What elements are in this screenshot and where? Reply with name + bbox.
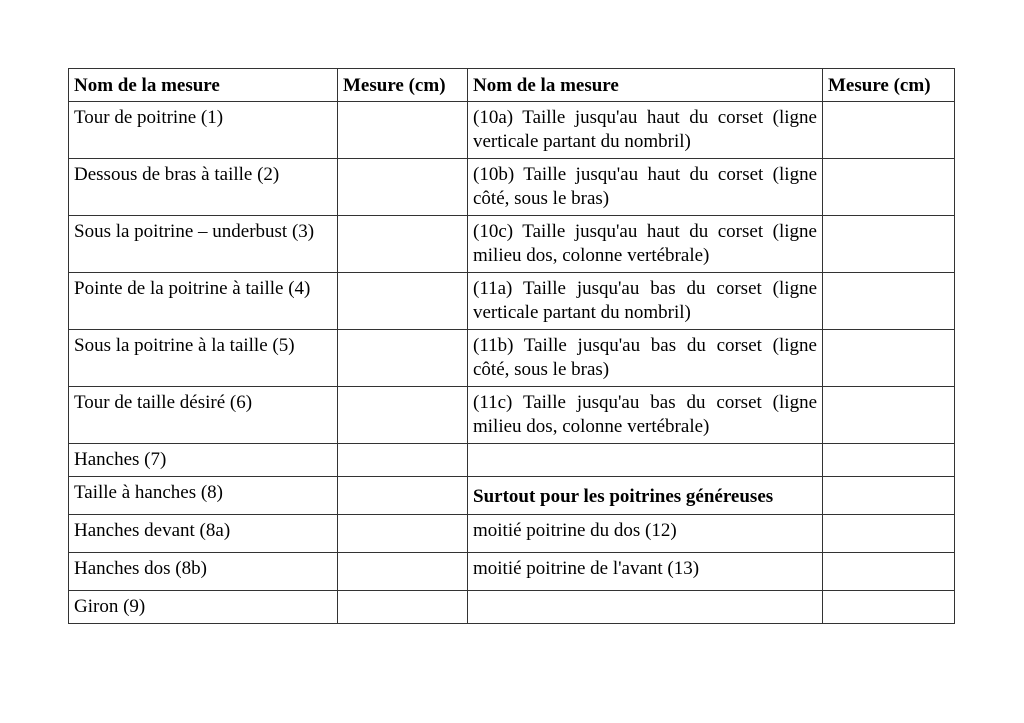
table-row (69, 553, 955, 591)
measure-value-cell[interactable] (338, 330, 468, 387)
table-row (69, 477, 955, 515)
measure-value-cell[interactable] (338, 515, 468, 553)
measure-name-cell: moitié poitrine du dos (12) (468, 515, 823, 553)
header-measure-value-right: Mesure (cm) (823, 69, 955, 102)
measure-value-cell[interactable] (338, 102, 468, 159)
measure-name-cell: (11a) Taille jusqu'au bas du corset (ligne verticale partant du nombril) (468, 273, 823, 330)
measure-value-cell[interactable] (338, 273, 468, 330)
table-row (69, 273, 955, 330)
measure-value-cell[interactable] (823, 477, 955, 515)
measure-name-cell: Tour de poitrine (1) (69, 102, 338, 159)
measure-value-cell[interactable] (823, 216, 955, 273)
measure-name-cell: Sous la poitrine à la taille (5) (69, 330, 338, 387)
measure-value-cell[interactable] (338, 216, 468, 273)
measure-name-cell: Taille à hanches (8) (69, 477, 338, 515)
table-row (69, 515, 955, 553)
measure-value-cell[interactable] (338, 159, 468, 216)
measure-value-cell[interactable] (823, 553, 955, 591)
header-measure-name-right: Nom de la mesure (468, 69, 823, 102)
measure-value-cell[interactable] (823, 273, 955, 330)
section-note-cell: Surtout pour les poitrines généreuses (468, 477, 823, 515)
measure-value-cell[interactable] (823, 102, 955, 159)
table-row (69, 102, 955, 159)
table-row (69, 216, 955, 273)
measure-value-cell[interactable] (823, 387, 955, 444)
measure-value-cell[interactable] (338, 444, 468, 477)
measure-name-cell: Hanches (7) (69, 444, 338, 477)
table-row (69, 159, 955, 216)
measure-name-cell: Tour de taille désiré (6) (69, 387, 338, 444)
measure-value-cell[interactable] (823, 330, 955, 387)
measure-value-cell[interactable] (338, 387, 468, 444)
header-measure-name-left: Nom de la mesure (69, 69, 338, 102)
measure-name-cell: Giron (9) (69, 591, 338, 624)
table-row (69, 444, 955, 477)
measurements-table (68, 68, 955, 624)
measure-name-cell: (11b) Taille jusqu'au bas du corset (ligne côté, sous le bras) (468, 330, 823, 387)
measure-name-cell: Hanches devant (8a) (69, 515, 338, 553)
table-row (69, 387, 955, 444)
measure-value-cell[interactable] (823, 515, 955, 553)
measure-value-cell[interactable] (823, 159, 955, 216)
measure-name-cell: Dessous de bras à taille (2) (69, 159, 338, 216)
measure-name-cell: (10b) Taille jusqu'au haut du corset (ligne côté, sous le bras) (468, 159, 823, 216)
measure-name-cell (468, 591, 823, 624)
measure-name-cell: (10c) Taille jusqu'au haut du corset (ligne milieu dos, colonne vertébrale) (468, 216, 823, 273)
table-row (69, 591, 955, 624)
table-header-row (69, 69, 955, 102)
measure-value-cell[interactable] (823, 444, 955, 477)
measure-value-cell[interactable] (338, 591, 468, 624)
measure-name-cell: moitié poitrine de l'avant (13) (468, 553, 823, 591)
measure-value-cell[interactable] (338, 553, 468, 591)
measure-name-cell: Pointe de la poitrine à taille (4) (69, 273, 338, 330)
measure-name-cell: Hanches dos (8b) (69, 553, 338, 591)
table-row (69, 330, 955, 387)
measure-value-cell[interactable] (823, 591, 955, 624)
header-measure-value-left: Mesure (cm) (338, 69, 468, 102)
measure-name-cell: Sous la poitrine – underbust (3) (69, 216, 338, 273)
measure-value-cell[interactable] (338, 477, 468, 515)
measure-name-cell: (11c) Taille jusqu'au bas du corset (ligne milieu dos, colonne vertébrale) (468, 387, 823, 444)
measure-name-cell: (10a) Taille jusqu'au haut du corset (ligne verticale partant du nombril) (468, 102, 823, 159)
measure-name-cell (468, 444, 823, 477)
